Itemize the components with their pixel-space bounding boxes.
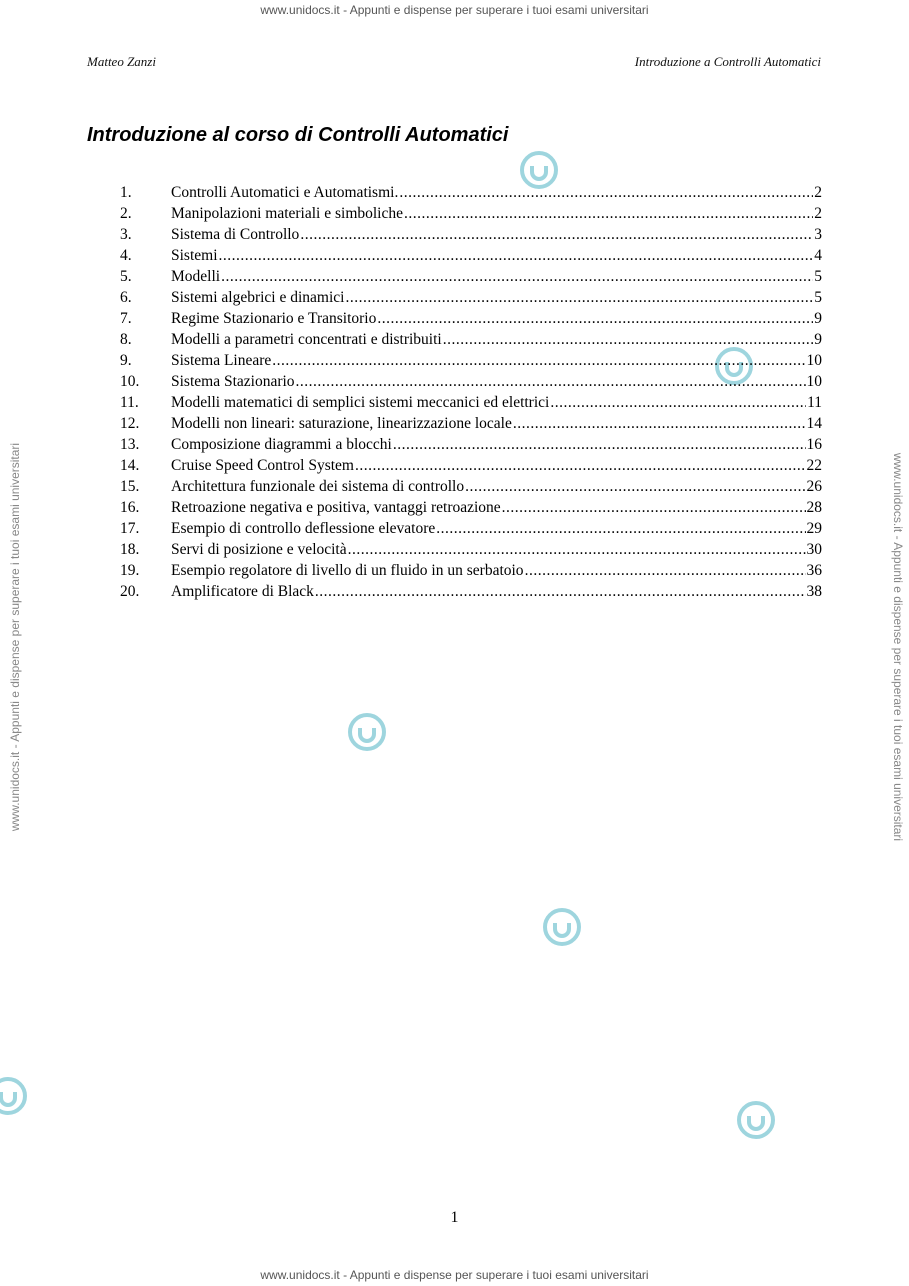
toc-entry-page: 5 [814,268,822,285]
toc-dot-leader [502,497,806,518]
toc-dot-leader [525,560,806,581]
toc-entry-number: 19. [120,562,140,579]
toc-dot-leader [345,287,813,308]
toc-dot-leader [436,518,805,539]
toc-entry-page: 28 [806,499,822,516]
unidocs-logo-icon [0,1074,30,1118]
toc-entry-page: 30 [806,541,822,558]
toc-dot-leader [465,476,805,497]
toc-entry-title: Cruise Speed Control System [171,457,354,474]
page-title: Introduzione al corso di Controlli Automatici [87,124,509,146]
toc-dot-leader [399,182,813,203]
toc-entry-page: 29 [806,520,822,537]
toc-entry-page: 26 [806,478,822,495]
toc-dot-leader [315,581,806,602]
toc-dot-leader [404,203,813,224]
toc-entry-number: 14. [120,457,140,474]
toc-entry-number: 15. [120,478,140,495]
watermark-right: www.unidocs.it - Appunti e dispense per superare i tuoi esami universitari [891,452,905,842]
toc-dot-leader [219,245,814,266]
toc-dot-leader [355,455,806,476]
toc-entry[interactable] [120,497,822,518]
toc-entry-title: Sistema Lineare [171,352,272,369]
toc-entry-title: Modelli a parametri concentrati e distribuiti [171,331,442,348]
toc-entry-number: 3. [120,226,132,243]
toc-entry[interactable] [120,182,822,203]
toc-entry-title: Modelli matematici di semplici sistemi meccanici ed elettrici [171,394,550,411]
toc-entry[interactable] [120,287,822,308]
toc-dot-leader [513,413,806,434]
toc-entry-number: 10. [120,373,140,390]
toc-entry-number: 13. [120,436,140,453]
toc-entry[interactable] [120,413,822,434]
page-number: 1 [450,1209,459,1226]
toc-entry-page: 11 [807,394,822,411]
toc-dot-leader [300,224,813,245]
watermark-top: www.unidocs.it - Appunti e dispense per superare i tuoi esami universitari [260,3,649,17]
toc-entry-page: 2 [814,184,822,201]
toc-dot-leader [272,350,805,371]
toc-entry-page: 16 [806,436,822,453]
toc-entry-number: 5. [120,268,132,285]
toc-entry-title: Retroazione negativa e positiva, vantaggi retroazione [171,499,501,516]
toc-entry-title: Regime Stazionario e Transitorio [171,310,377,327]
toc-entry[interactable] [120,371,822,392]
toc-entry-number: 4. [120,247,132,264]
toc-entry-number: 11. [120,394,139,411]
toc-entry-title: Sistemi [171,247,218,264]
toc-entry[interactable] [120,476,822,497]
toc-entry[interactable] [120,434,822,455]
toc-entry-number: 18. [120,541,140,558]
toc-entry[interactable] [120,224,822,245]
toc-entry[interactable] [120,308,822,329]
toc-entry-title: Sistemi algebrici e dinamici [171,289,345,306]
toc-entry[interactable] [120,329,822,350]
toc-entry-title: Modelli non lineari: saturazione, linearizzazione locale [171,415,512,432]
watermark-left: www.unidocs.it - Appunti e dispense per superare i tuoi esami universitari [8,442,22,832]
toc-entry-number: 8. [120,331,132,348]
toc-entry-title: Amplificatore di Black [171,583,314,600]
toc-entry-title: Modelli [171,268,221,285]
unidocs-logo-icon [540,905,584,949]
toc-entry-number: 12. [120,415,140,432]
toc-dot-leader [221,266,813,287]
toc-entry-page: 2 [814,205,822,222]
toc-entry-title: Esempio regolatore di livello di un fluido in un serbatoio [171,562,524,579]
toc-entry[interactable] [120,455,822,476]
toc-entry-page: 22 [806,457,822,474]
toc-entry-number: 2. [120,205,132,222]
toc-entry-number: 9. [120,352,132,369]
unidocs-logo-icon [345,710,389,754]
toc-entry-page: 5 [814,289,822,306]
toc-entry-page: 9 [814,331,822,348]
unidocs-logo-icon [734,1098,778,1142]
toc-entry[interactable] [120,560,822,581]
toc-dot-leader [393,434,806,455]
toc-dot-leader [550,392,806,413]
header-course: Introduzione a Controlli Automatici [634,54,821,69]
toc-entry[interactable] [120,518,822,539]
toc-entry-page: 10 [806,352,822,369]
toc-dot-leader [348,539,806,560]
toc-entry-page: 14 [806,415,822,432]
toc-entry[interactable] [120,245,822,266]
toc-entry-title: Esempio di controllo deflessione elevatore [171,520,436,537]
toc-entry-number: 1. [120,184,132,201]
toc-entry-page: 9 [814,310,822,327]
toc-entry[interactable] [120,266,822,287]
toc-entry-title: Composizione diagrammi a blocchi [171,436,392,453]
toc-entry-title: Architettura funzionale dei sistema di controllo [171,478,465,495]
toc-entry-page: 38 [806,583,822,600]
toc-entry-page: 4 [814,247,822,264]
toc-entry-title: Sistema Stazionario [171,373,295,390]
toc-entry-number: 20. [120,583,140,600]
toc-dot-leader [296,371,806,392]
toc-entry[interactable] [120,392,822,413]
toc-entry[interactable] [120,350,822,371]
toc-entry[interactable] [120,539,822,560]
toc-dot-leader [443,329,814,350]
toc-entry[interactable] [120,581,822,602]
toc-entry-number: 6. [120,289,132,306]
toc-entry-page: 3 [814,226,822,243]
table-of-contents [120,182,822,602]
toc-entry-number: 7. [120,310,132,327]
toc-entry-number: 17. [120,520,140,537]
toc-entry-page: 10 [806,373,822,390]
toc-entry-page: 36 [806,562,822,579]
header-author: Matteo Zanzi [87,54,156,69]
toc-entry-number: 16. [120,499,140,516]
toc-entry-title: Controlli Automatici e Automatismi. [171,184,399,201]
toc-entry-title: Manipolazioni materiali e simboliche [171,205,404,222]
toc-entry-title: Sistema di Controllo [171,226,300,243]
toc-dot-leader [377,308,813,329]
watermark-bottom: www.unidocs.it - Appunti e dispense per superare i tuoi esami universitari [260,1268,649,1282]
toc-entry[interactable] [120,203,822,224]
toc-entry-title: Servi di posizione e velocità [171,541,347,558]
